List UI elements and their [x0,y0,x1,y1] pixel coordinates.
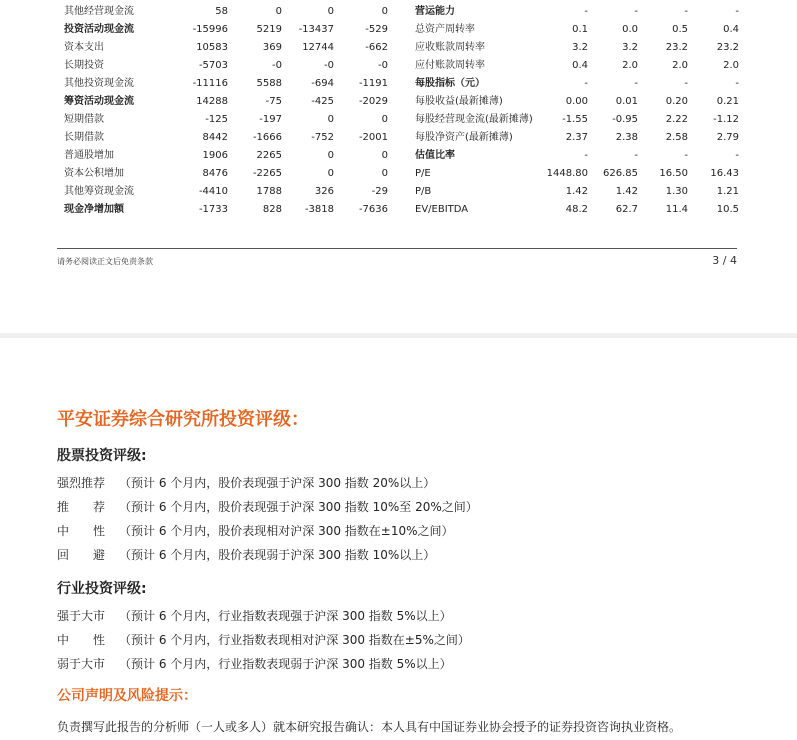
row-label: 筹资活动现金流 [64,96,134,107]
ratio-value: 23.2 [716,42,739,53]
ratio-label: 估值比率 [415,150,455,161]
ratio-value: - [735,78,739,89]
table-row [0,201,797,219]
table-row [0,165,797,183]
cashflow-value: 8442 [202,132,228,143]
cashflow-value: -662 [365,42,388,53]
cashflow-value: 12744 [302,42,334,53]
ratio-label: P/E [415,168,431,179]
table-row [0,57,797,75]
ratio-value: 23.2 [665,42,688,53]
row-label: 普通股增加 [64,150,114,161]
rating-name: 强烈推荐 [57,476,106,490]
row-label: 其他投资现金流 [64,78,134,89]
cashflow-value: -11116 [192,78,228,89]
cashflow-value: 369 [262,42,282,53]
cashflow-value: -75 [265,96,282,107]
cashflow-value: -2029 [358,96,388,107]
cashflow-value: 5219 [256,24,282,35]
rating-name: 强于大市 [57,609,106,623]
ratio-value: 10.5 [716,204,739,215]
ratio-label: 总资产周转率 [415,24,475,35]
ratio-value: 0.20 [665,96,688,107]
cashflow-value: -15996 [192,24,228,35]
cashflow-value: -2001 [358,132,388,143]
ratio-value: 2.0 [622,60,638,71]
row-label: 现金净增加额 [64,204,124,215]
ratio-label: EV/EBITDA [415,204,469,215]
ratio-value: 1448.80 [546,168,588,179]
ratio-label: P/B [415,186,432,197]
footer-rule [57,248,737,249]
table-row [0,129,797,147]
table-row [0,75,797,93]
row-label: 资本支出 [64,42,104,53]
row-label: 投资活动现金流 [64,24,134,35]
cashflow-value: 8476 [202,168,228,179]
rating-desc: （预计 6 个月内，行业指数表现强于沪深 300 指数 5%以上） [119,609,452,623]
cashflow-value: 326 [314,186,334,197]
row-label: 长期投资 [64,60,104,71]
ratio-value: 0.01 [615,96,638,107]
cashflow-value: 0 [381,6,388,17]
cashflow-value: -752 [311,132,334,143]
rating-name: 中 性 [57,524,106,538]
cashflow-value: -197 [259,114,282,125]
stock-rating-buy [57,498,478,515]
cashflow-value: 0 [327,150,334,161]
cashflow-value: 58 [215,6,228,17]
ratio-value: 1.42 [565,186,588,197]
ratio-value: - [584,6,588,17]
row-label: 其他筹资现金流 [64,186,134,197]
cashflow-value: -7636 [358,204,388,215]
ratio-value: 2.79 [716,132,739,143]
ratio-value: 62.7 [615,204,638,215]
cashflow-value: 1788 [256,186,282,197]
cashflow-value: 0 [381,150,388,161]
ratio-value: 0.5 [672,24,688,35]
ratio-value: 2.38 [615,132,638,143]
cashflow-value: 0 [381,168,388,179]
cashflow-value: -5703 [198,60,228,71]
cashflow-value: 828 [262,204,282,215]
rating-desc: （预计 6 个月内，股价表现强于沪深 300 指数 10%至 20%之间） [119,500,478,514]
ratio-value: 0.4 [572,60,588,71]
industry-rating-heading: 行业投资评级: [57,581,147,597]
cashflow-value: -2265 [252,168,282,179]
ratio-value: 1.42 [615,186,638,197]
cashflow-value: 2265 [256,150,282,161]
cashflow-value: -0 [324,60,334,71]
cashflow-value: 5588 [256,78,282,89]
cashflow-value: -1666 [252,132,282,143]
cashflow-value: 0 [275,6,282,17]
ratio-value: 626.85 [603,168,638,179]
ratio-label: 应收账款周转率 [415,42,485,53]
ratio-value: 2.22 [665,114,688,125]
ratio-value: 48.2 [565,204,588,215]
cashflow-value: -125 [205,114,228,125]
ratio-value: 2.0 [723,60,739,71]
ratio-value: -1.12 [713,114,739,125]
cashflow-value: 1906 [202,150,228,161]
rating-desc: （预计 6 个月内，行业指数表现相对沪深 300 指数在±5%之间） [119,633,470,647]
ratio-value: 0.00 [565,96,588,107]
ratio-value: - [634,150,638,161]
rating-name: 推 荐 [57,500,106,514]
industry-rating-underperform [57,655,452,672]
ratio-value: 0.1 [572,24,588,35]
ratio-value: 3.2 [622,42,638,53]
ratio-value: 2.58 [665,132,688,143]
row-label: 短期借款 [64,114,104,125]
footer-disclaimer-note: 请务必阅读正文后免责条款 [57,257,153,266]
ratio-value: - [684,78,688,89]
cashflow-value: 0 [327,114,334,125]
ratio-value: 16.43 [710,168,739,179]
ratio-value: 11.4 [665,204,688,215]
cashflow-value: -0 [272,60,282,71]
disclosure-text: 负责撰写此报告的分析师（一人或多人）就本研究报告确认：本人具有中国证券业协会授予的证券投资咨询执业资格。 [57,720,682,734]
ratio-value: -1.55 [562,114,588,125]
ratio-value: 16.50 [659,168,688,179]
cashflow-value: -694 [311,78,334,89]
ratio-label: 应付账款周转率 [415,60,485,71]
cashflow-value: -1733 [198,204,228,215]
ratio-label: 营运能力 [415,6,455,17]
rating-desc: （预计 6 个月内，股价表现弱于沪深 300 指数 10%以上） [119,548,436,562]
rating-desc: （预计 6 个月内，股价表现相对沪深 300 指数在±10%之间） [119,524,454,538]
ratio-value: - [735,150,739,161]
cashflow-value: -425 [311,96,334,107]
table-row [0,21,797,39]
cashflow-value: 0 [327,6,334,17]
cashflow-value: -3818 [304,204,334,215]
cashflow-value: 10583 [196,42,228,53]
ratio-value: 1.30 [665,186,688,197]
table-row [0,111,797,129]
stock-rating-avoid [57,546,435,563]
cashflow-value: -13437 [298,24,334,35]
ratio-label: 每股指标（元） [415,78,485,89]
industry-rating-neutral [57,631,470,648]
table-row [0,147,797,165]
ratio-value: 0.0 [622,24,638,35]
ratio-value: - [634,78,638,89]
stock-rating-neutral [57,522,454,539]
cashflow-value: 14288 [196,96,228,107]
rating-name: 中 性 [57,633,106,647]
rating-desc: （预计 6 个月内，行业指数表现弱于沪深 300 指数 5%以上） [119,657,452,671]
stock-rating-heading: 股票投资评级: [57,448,147,464]
ratio-label: 每股经营现金流(最新摊薄) [415,114,533,125]
ratio-value: 2.37 [565,132,588,143]
ratio-value: -0.95 [612,114,638,125]
ratio-label: 每股收益(最新摊薄) [415,96,503,107]
row-label: 资本公积增加 [64,168,124,179]
ratio-value: 1.21 [716,186,739,197]
rating-name: 弱于大市 [57,657,106,671]
ratio-value: - [584,150,588,161]
cashflow-value: -529 [365,24,388,35]
stock-rating-strong-buy [57,474,435,491]
disclosure-title: 公司声明及风险提示： [57,688,197,704]
ratio-value: - [684,150,688,161]
ratio-label: 每股净资产(最新摊薄) [415,132,513,143]
table-row [0,93,797,111]
ratio-value: - [684,6,688,17]
row-label: 长期借款 [64,132,104,143]
ratio-value: 3.2 [572,42,588,53]
ratio-value: 0.21 [716,96,739,107]
cashflow-value: -4410 [198,186,228,197]
ratio-value: 2.0 [672,60,688,71]
ratio-value: - [735,6,739,17]
cashflow-value: 0 [381,114,388,125]
cashflow-value: -29 [371,186,388,197]
ratings-section-title: 平安证券综合研究所投资评级： [57,409,309,430]
page-number: 3 / 4 [712,254,737,267]
table-row [0,3,797,21]
cashflow-value: -0 [378,60,388,71]
cashflow-value: 0 [327,168,334,179]
table-row [0,39,797,57]
row-label: 其他经营现金流 [64,6,134,17]
industry-rating-outperform [57,607,452,624]
table-row [0,183,797,201]
ratio-value: - [584,78,588,89]
ratio-value: 0.4 [723,24,739,35]
report-page-4 [0,338,797,740]
rating-desc: （预计 6 个月内，股价表现强于沪深 300 指数 20%以上） [119,476,436,490]
ratio-value: - [634,6,638,17]
cashflow-value: -1191 [358,78,388,89]
rating-name: 回 避 [57,548,106,562]
